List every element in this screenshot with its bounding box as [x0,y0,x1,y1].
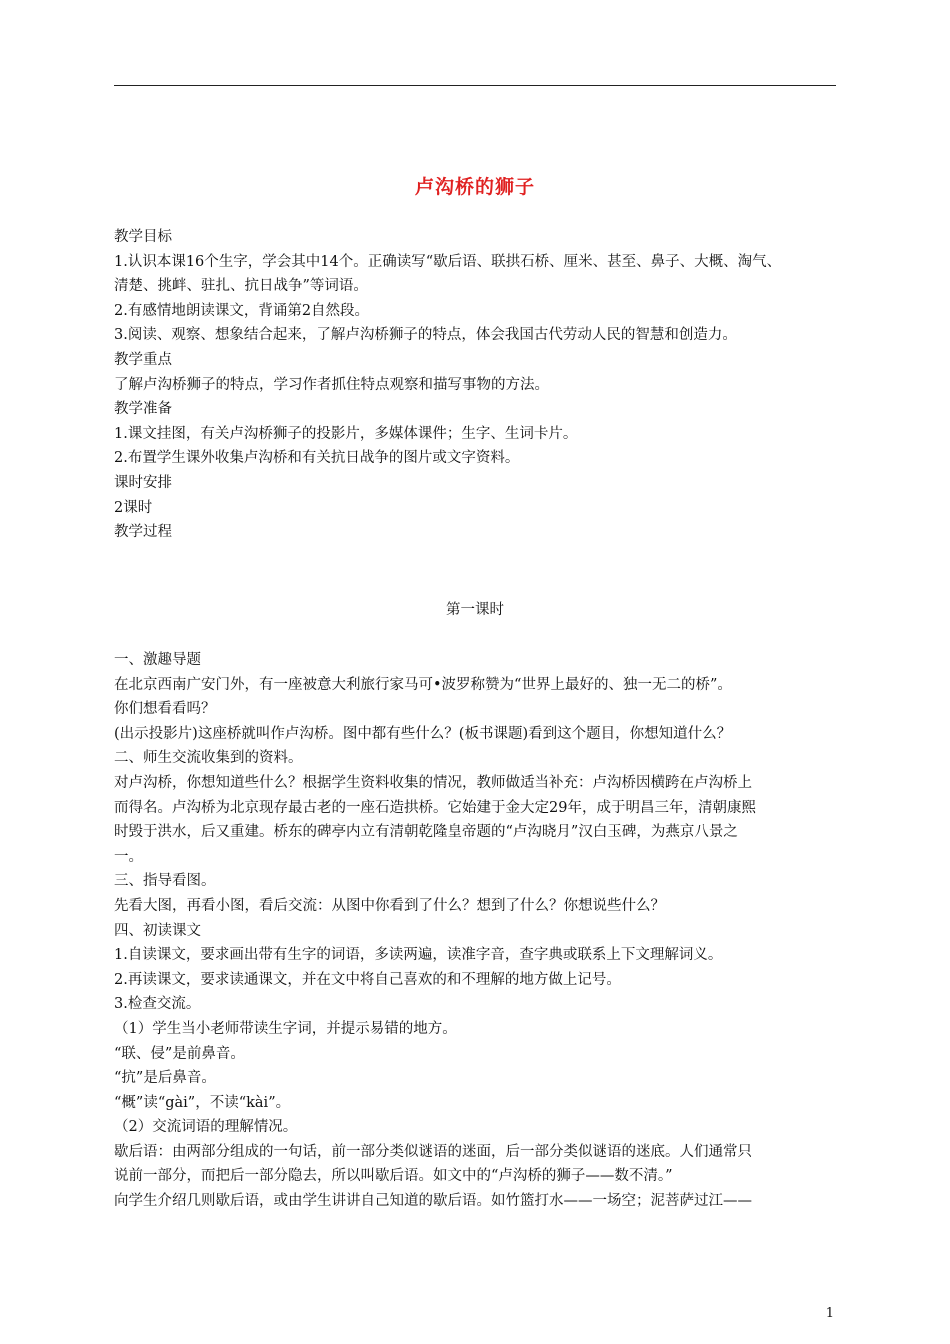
section-heading: 第一课时 [446,602,504,618]
text-line: 先看大图，再看小图，看后交流：从图中你看到了什么？想到了什么？你想说些什么？ [114,897,665,914]
text-line: 1.自读课文，要求画出带有生字的词语，多读两遍，读准字音，查字典或联系上下文理解词义。 [114,947,723,964]
header-rule [114,85,836,86]
text-line: 2.布置学生课外收集卢沟桥和有关抗日战争的图片或文字资料。 [114,450,520,467]
text-line: 1.课文挂图，有关卢沟桥狮子的投影片，多媒体课件；生字、生词卡片。 [114,425,578,442]
heading-step-3: 三、指导看图。 [114,873,216,890]
text-line: （2）交流词语的理解情况。 [114,1119,298,1136]
text-line: 一。 [114,848,143,865]
intro-section [114,225,838,545]
text-line: (出示投影片)这座桥就叫作卢沟桥。图中都有些什么？(板书课题)看到这个题目，你想知道什么？ [114,725,732,742]
heading-teaching-goals: 教学目标 [114,229,172,245]
text-line: 歇后语：由两部分组成的一句话，前一部分类似谜语的迷面，后一部分类似谜语的迷底。人们通常只 [114,1143,752,1160]
text-line: 2课时 [114,499,153,516]
text-line: “联、侵”是前鼻音。 [114,1045,245,1062]
section-heading-wrap [0,598,950,623]
text-line: 了解卢沟桥狮子的特点，学习作者抓住特点观察和描写事物的方法。 [114,376,549,393]
heading-schedule: 课时安排 [114,474,172,491]
text-line: 3.检查交流。 [114,996,201,1013]
text-line: 你们想看看吗？ [114,701,216,718]
text-line: 向学生介绍几则歇后语，或由学生讲讲自己知道的歇后语。如竹篮打水——一场空；泥菩萨过江—— [114,1193,752,1210]
text-line: （1）学生当小老师带读生字词，并提示易错的地方。 [114,1020,457,1037]
document-title: 卢沟桥的狮子 [414,176,535,198]
heading-step-2: 二、师生交流收集到的资料。 [114,750,303,767]
body-section [114,648,838,1214]
text-line: 而得名。卢沟桥为北京现存最古老的一座石造拱桥。它始建于金大定29年，成于明昌三年，清朝康熙 [114,799,756,816]
text-line: 在北京西南广安门外，有一座被意大利旅行家马可•波罗称赞为“世界上最好的、独一无二的桥”。 [114,676,732,693]
text-line: 2.有感情地朗读课文，背诵第2自然段。 [114,302,370,319]
page-number: 1 [825,1306,834,1321]
text-line: “概”读“gài”，不读“kài”。 [114,1094,291,1111]
text-line: “抗”是后鼻音。 [114,1070,216,1087]
text-line: 清楚、挑衅、驻扎、抗日战争”等词语。 [114,278,368,295]
text-line: 3.阅读、观察、想象结合起来，了解卢沟桥狮子的特点，体会我国古代劳动人民的智慧和创造力。 [114,327,737,344]
heading-step-1: 一、激趣导题 [114,652,201,668]
text-line: 对卢沟桥，你想知道些什么？根据学生资料收集的情况，教师做适当补充：卢沟桥因横跨在卢沟桥上 [114,774,752,791]
heading-key-points: 教学重点 [114,351,172,368]
text-line: 说前一部分，而把后一部分隐去，所以叫歇后语。如文中的“卢沟桥的狮子——数不清。” [114,1168,673,1185]
text-line: 时毁于洪水，后又重建。桥东的碑亭内立有清朝乾隆皇帝题的“卢沟晓月”汉白玉碑，为燕京八景之 [114,824,738,841]
heading-step-4: 四、初读课文 [114,922,201,939]
heading-process: 教学过程 [114,524,172,541]
heading-preparation: 教学准备 [114,401,172,418]
text-line: 2.再读课文，要求读通课文，并在文中将自己喜欢的和不理解的地方做上记号。 [114,971,621,988]
text-line: 1.认识本课16个生字，学会其中14个。正确读写“歇后语、联拱石桥、厘米、甚至、鼻子、大概、淘气、 [114,253,782,270]
